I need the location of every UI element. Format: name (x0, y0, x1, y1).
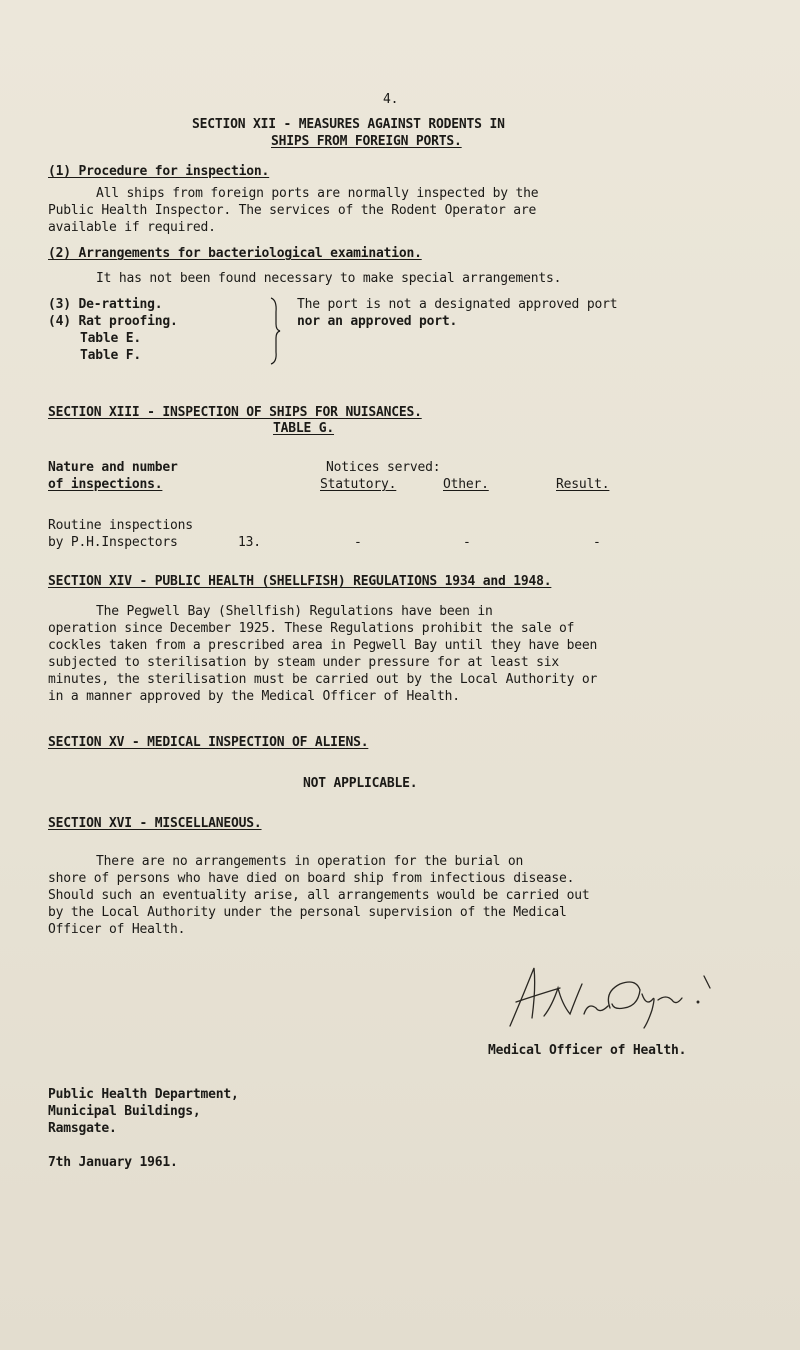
section-xiv-line: The Pegwell Bay (Shellfish) Regulations have been in (96, 604, 493, 619)
other-header: Other. (443, 477, 489, 492)
list-item: (4) Rat proofing. (48, 314, 178, 329)
item-2-heading: (2) Arrangements for bacteriological examination. (48, 246, 422, 261)
list-item: (3) De-ratting. (48, 297, 163, 312)
section-xiv-line: cockles taken from a prescribed area in Pegwell Bay until they have been (48, 638, 598, 653)
section-xvi-line: There are no arrangements in operation for the burial on (96, 854, 524, 869)
item-1-line: available if required. (48, 220, 216, 235)
row-count: 13. (238, 535, 261, 550)
address-line: Public Health Department, (48, 1087, 239, 1102)
address-block (48, 1086, 239, 1137)
signature-title: Medical Officer of Health. (488, 1043, 687, 1058)
section-xv-heading: SECTION XV - MEDICAL INSPECTION OF ALIENS. (48, 735, 369, 750)
row-statutory-value: - (354, 535, 362, 550)
row-result-value: - (593, 535, 601, 550)
section-xvi-paragraph (48, 853, 590, 938)
section-xvi-line: by the Local Authority under the personal supervision of the Medical (48, 905, 567, 920)
list-item: Table F. (80, 348, 142, 363)
section-xvi-heading: SECTION XVI - MISCELLANEOUS. (48, 816, 262, 831)
section-xiv-line: subjected to sterilisation by steam under pressure for at least six (48, 655, 559, 670)
section-xiv-line: in a manner approved by the Medical Officer of Health. (48, 689, 460, 704)
item-2-text: It has not been found necessary to make special arrangements. (96, 271, 562, 286)
page-number: 4. (383, 92, 399, 107)
section-xvi-line: Officer of Health. (48, 922, 186, 937)
col-nature-header: Nature and number (48, 460, 178, 475)
address-line: Ramsgate. (48, 1121, 117, 1136)
section-xiv-paragraph (48, 603, 597, 705)
handwritten-signature (500, 958, 730, 1038)
item-1-line: All ships from foreign ports are normally inspected by the (96, 186, 539, 201)
section-xvi-line: shore of persons who have died on board ship from infectious disease. (48, 871, 575, 886)
table-g-label: TABLE G. (273, 421, 335, 436)
section-xiv-line: minutes, the sterilisation must be carried out by the Local Authority or (48, 672, 598, 687)
statutory-header: Statutory. (320, 477, 397, 492)
section-xii-heading-line2: SHIPS FROM FOREIGN PORTS. (271, 134, 462, 149)
item-1-line: Public Health Inspector. The services of the Rodent Operator are (48, 203, 537, 218)
section-xiv-heading: SECTION XIV - PUBLIC HEALTH (SHELLFISH) REGULATIONS 1934 and 1948. (48, 574, 552, 589)
brace-icon (268, 296, 282, 366)
list-item: Table E. (80, 331, 142, 346)
port-status-line: The port is not a designated approved port (297, 297, 618, 312)
section-xvi-line: Should such an eventuality arise, all arrangements would be carried out (48, 888, 590, 903)
address-line: Municipal Buildings, (48, 1104, 201, 1119)
port-status-text (297, 296, 617, 330)
item-1-heading: (1) Procedure for inspection. (48, 164, 270, 179)
item-1-paragraph (48, 185, 538, 236)
row-label-line2: by P.H.Inspectors (48, 535, 178, 550)
section-xiv-line: operation since December 1925. These Regulations prohibit the sale of (48, 621, 575, 636)
deratting-list (48, 296, 178, 364)
section-xii-heading: SECTION XII - MEASURES AGAINST RODENTS IN (192, 117, 505, 132)
section-xiii-heading: SECTION XIII - INSPECTION OF SHIPS FOR NUISANCES. (48, 405, 422, 420)
not-applicable-text: NOT APPLICABLE. (303, 776, 418, 791)
row-other-value: - (463, 535, 471, 550)
col-nature-header-line2: of inspections. (48, 477, 163, 492)
result-header: Result. (556, 477, 610, 492)
port-status-line: nor an approved port. (297, 314, 458, 329)
row-label: Routine inspections (48, 518, 193, 533)
notices-header: Notices served: (326, 460, 441, 475)
document-date: 7th January 1961. (48, 1155, 178, 1170)
